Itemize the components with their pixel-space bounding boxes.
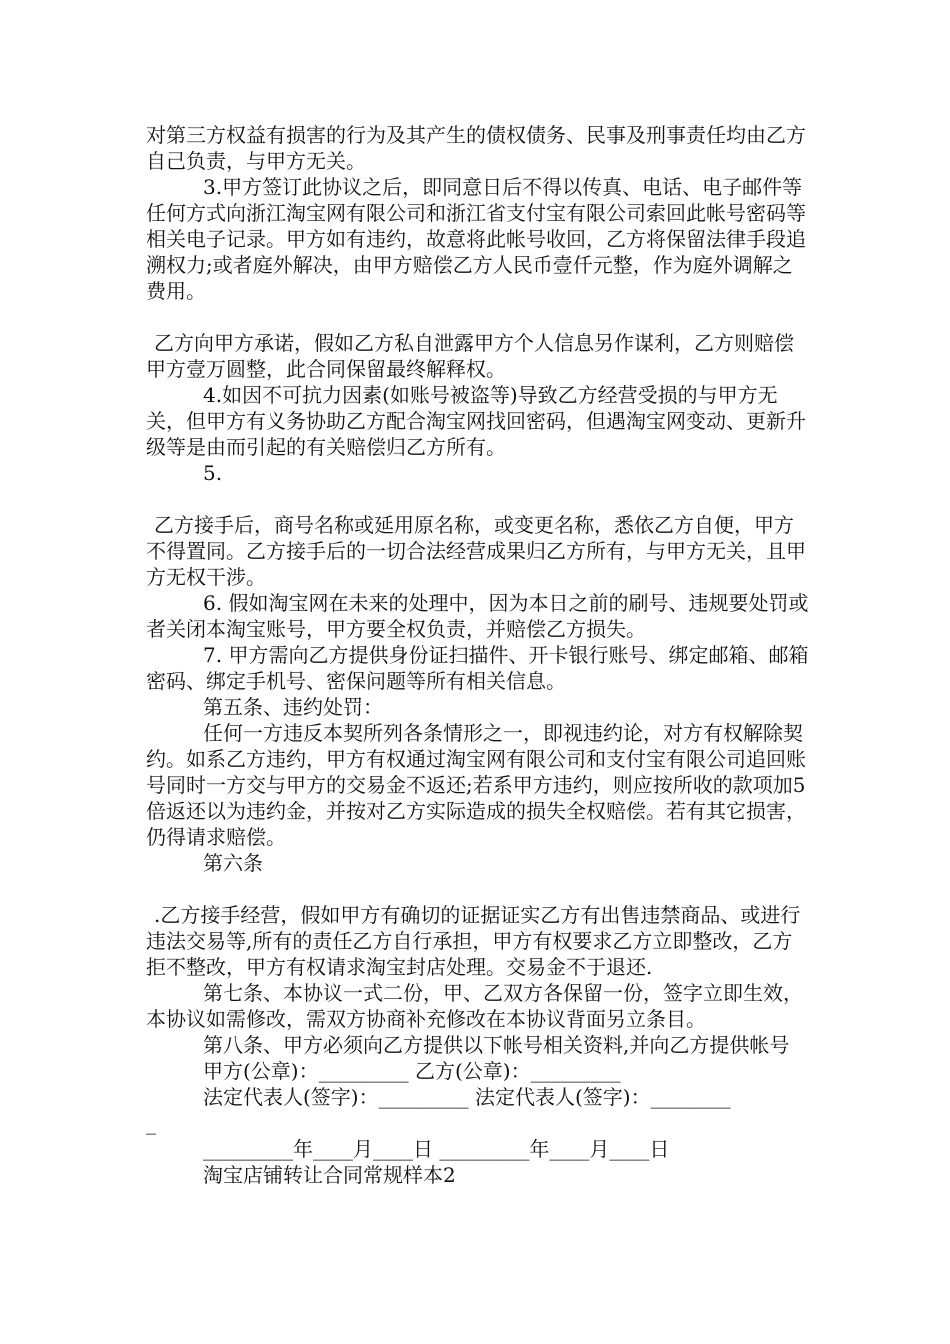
article-6-body: .乙方接手经营，假如甲方有确切的证据证实乙方有出售违禁商品、或进行违法交易等,所有的责任乙方自行承担，甲方有权要求乙方立即整改，乙方拒不整改，甲方有权请求淘宝封店处理。交易金不于退还. (146, 903, 801, 979)
signature-date-line: _________年____月____日 _________年____月____日 (203, 1137, 670, 1161)
article-6-heading: 第六条 (203, 851, 263, 875)
article-8: 第八条、甲方必须向乙方提供以下帐号相关资料,并向乙方提供帐号 (203, 1033, 790, 1057)
clause-paragraph-7: 7. 甲方需向乙方提供身份证扫描件、开卡银行账号、绑定邮箱、邮箱密码、绑定手机号、密保问题等所有相关信息。 (146, 643, 809, 693)
clause-paragraph-4: 4.如因不可抗力因素(如账号被盗等)导致乙方经营受损的与甲方无关，但甲方有义务协助乙方配合淘宝网找回密码，但遇淘宝网变动、更新升级等是由而引起的有关赔偿归乙方所有。 (146, 383, 806, 459)
contract-page (146, 122, 810, 1188)
article-7: 第七条、本协议一式二份，甲、乙双方各保留一份，签字立即生效，本协议如需修改，需双方协商补充修改在本协议背面另立条目。 (146, 981, 803, 1031)
clause-paragraph-6: 6. 假如淘宝网在未来的处理中，因为本日之前的刷号、违规要处罚或者关闭本淘宝账号，甲方要全权负责，并赔偿乙方损失。 (146, 591, 809, 641)
signature-representative-line: 法定代表人(签字)：_________ 法定代表人(签字)：________ (203, 1085, 731, 1109)
stray-underscore: _ (146, 1111, 156, 1135)
clause-paragraph-5: 5. (203, 461, 223, 485)
next-sample-title: 淘宝店铺转让合同常规样本2 (203, 1163, 456, 1187)
blank-line (146, 486, 810, 512)
blank-line (146, 876, 810, 902)
clause-paragraph-3: 3.甲方签订此协议之后，即同意日后不得以传真、电话、电子邮件等任何方式向浙江淘宝网有限公司和浙江省支付宝有限公司索回此帐号密码等相关电子记录。甲方如有违约，故意将此帐号收回，乙方将保留法律手段追溯权力;或者庭外解决，由甲方赔偿乙方人民币壹仟元整，作为庭外调解之费用。 (146, 175, 806, 303)
clause-paragraph-1: 对第三方权益有损害的行为及其产生的债权债务、民事及刑事责任均由乙方自己负责，与甲方无关。 (146, 123, 806, 173)
article-5-body: 任何一方违反本契所列各条情形之一，即视违约论，对方有权解除契约。如系乙方违约，甲方有权通过淘宝网有限公司和支付宝有限公司追回账号同时一方交与甲方的交易金不返还;若系甲方违约，则应按所收的款项加5倍返还以为违约金，并按对乙方实际造成的损失全权赔偿。若有其它损害，仍得请求赔偿。 (146, 721, 806, 849)
signature-seal-line: 甲方(公章)：_________ 乙方(公章)：_________ (203, 1059, 621, 1083)
promise-paragraph: 乙方向甲方承诺，假如乙方私自泄露甲方个人信息另作谋利，乙方则赔偿甲方壹万圆整，此合同保留最终解释权。 (146, 331, 794, 381)
blank-line (146, 304, 810, 330)
takeover-paragraph: 乙方接手后，商号名称或延用原名称，或变更名称，悉依乙方自便，甲方不得置同。乙方接手后的一切合法经营成果归乙方所有，与甲方无关，且甲方无权干涉。 (146, 513, 806, 589)
article-5-heading: 第五条、违约处罚： (203, 695, 383, 719)
